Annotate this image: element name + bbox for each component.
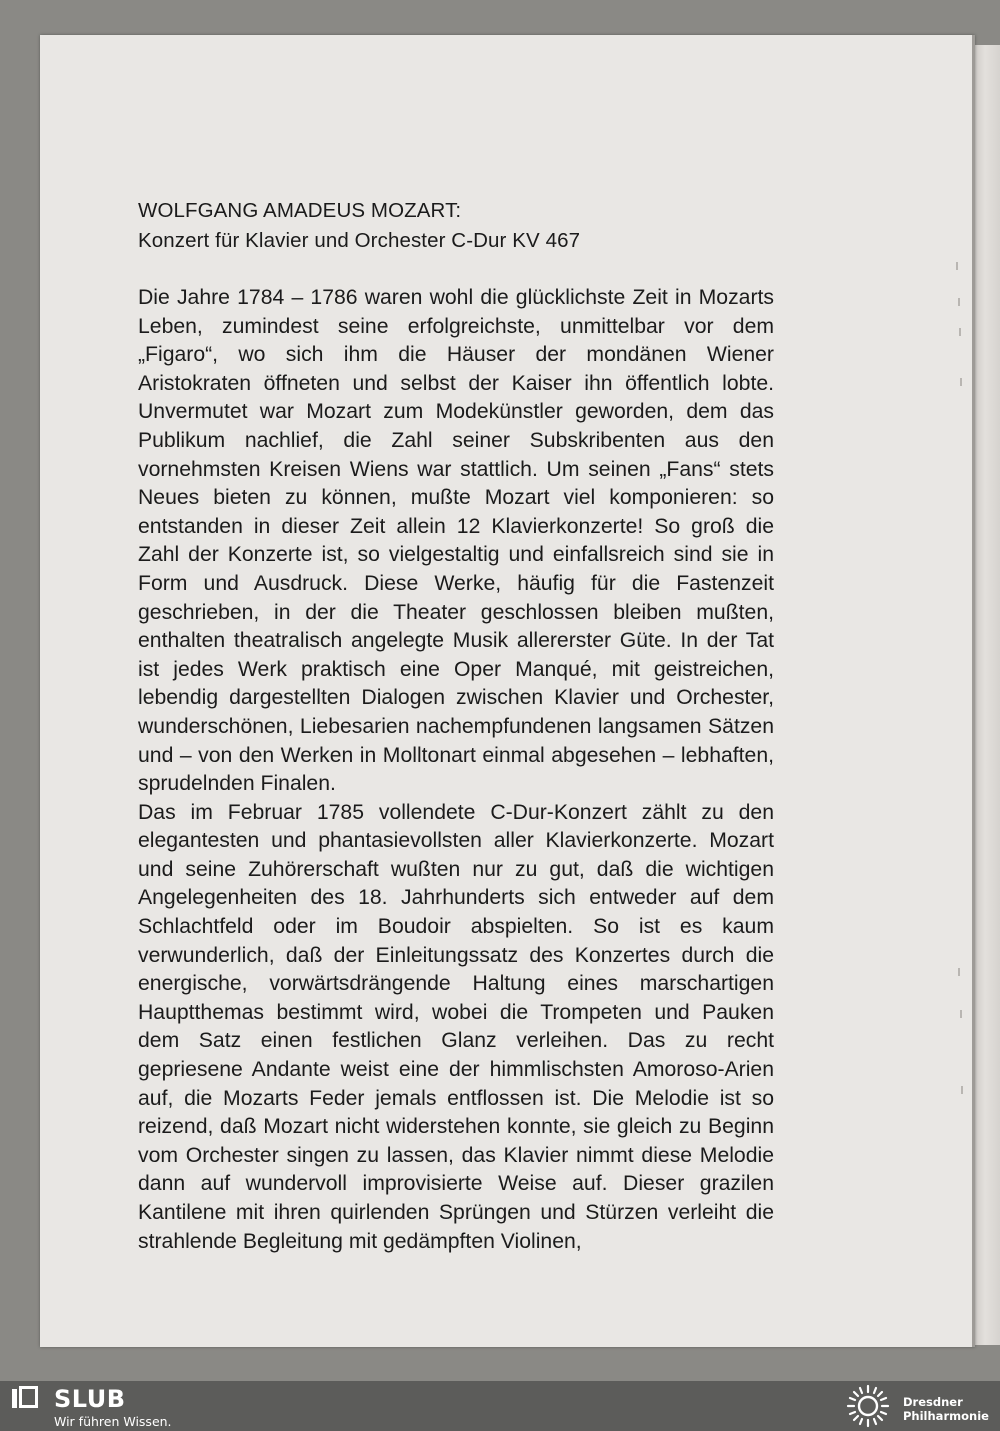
margin-mark [959,328,961,336]
paragraph-2: Das im Februar 1785 vollendete C-Dur-Konzert zählt zu den elegantesten und phantasievollsten aller Klavierkonzerte. Mozart und seine Zuhörerschaft wußten nur zu gut, daß die wichtigen Angelegenheiten des 18. Jahrhunderts sich entweder auf dem Schlachtfeld oder im Boudoir abspielten. So ist es kaum verwunderlich, daß der Einleitungssatz des Konzertes durch die energische, vorwärtsdrängende Haltung eines marschartigen Hauptthemas bestimmt wird, wobei die Trompeten und Pauken dem Satz einen festlichen Glanz verleihen. Das zu recht gepriesene Andante weist eine der himmlischsten Amoroso-Arien auf, die Mozarts Feder jemals entflossen ist. Die Melodie ist so reizend, daß Mozart nicht widerstehen konnte, sie gleich zu Beginn vom Orchester singen zu lassen, das Klavier nimmt diese Melodie dann auf wundervoll improvisierte Weise auf. Dieser grazilen Kantilene mit ihren quirlenden Sprüngen und Stürzen verleiht die strahlende Begleitung mit gedämpften Violinen, [138,800,774,1253]
work-title: Konzert für Klavier und Orchester C-Dur KV 467 [138,229,581,252]
philharmonie-name-line1[interactable]: Dresdner [903,1395,963,1409]
slub-logo-icon[interactable] [12,1386,38,1408]
margin-mark [956,262,958,270]
facing-page-edge [975,45,1000,1345]
page-fold [972,35,975,1347]
margin-mark [960,378,962,386]
article [138,196,774,1256]
article-body [138,284,774,1256]
paragraph-1: Die Jahre 1784 – 1786 waren wohl die glücklichste Zeit in Mozarts Leben, zumindest seine erfolgreichste, unmittelbar vor dem „Figaro“, wo sich ihm die Häuser der mondänen Wiener Aristokraten öffneten und selbst der Kaiser ihn öffentlich lobte. Unvermutet war Mozart zum Modekünstler geworden, dem das Publikum nachlief, die Zahl seiner Subskribenten aus den vornehmsten Kreisen Wiens war stattlich. Um seinen „Fans“ stets Neues bieten zu können, mußte Mozart viel komponieren: so entstanden in dieser Zeit allein 12 Klavierkonzerte! So groß die Zahl der Konzerte ist, so vielgestaltig und einfallsreich sind sie in Form und Ausdruck. Diese Werke, häufig für die Fastenzeit geschrieben, in der die Theater geschlossen bleiben mußten, enthalten theatralisch angelegte Musik allererster Güte. In der Tat ist jedes Werk praktisch eine Oper Manqué, mit geistreichen, lebendig dargestellten Dialogen zwischen Klavier und Orchester, wunderschönen, Liebesarien nachempfundenen langsamen Sätzen und – von den Werken in Molltonart einmal abgesehen – lebhaften, sprudelnden Finalen. [138,286,774,796]
margin-mark [961,1086,963,1094]
margin-mark [960,1010,962,1018]
slub-logo-text[interactable]: SLUB [54,1385,126,1413]
slub-tagline: Wir führen Wissen. [54,1414,172,1429]
margin-mark [958,968,960,976]
philharmonie-name-line2[interactable]: Philharmonie [903,1409,989,1423]
philharmonie-logo-icon[interactable] [842,1384,894,1428]
margin-mark [958,298,960,306]
composer-heading: WOLFGANG AMADEUS MOZART: [138,199,462,222]
